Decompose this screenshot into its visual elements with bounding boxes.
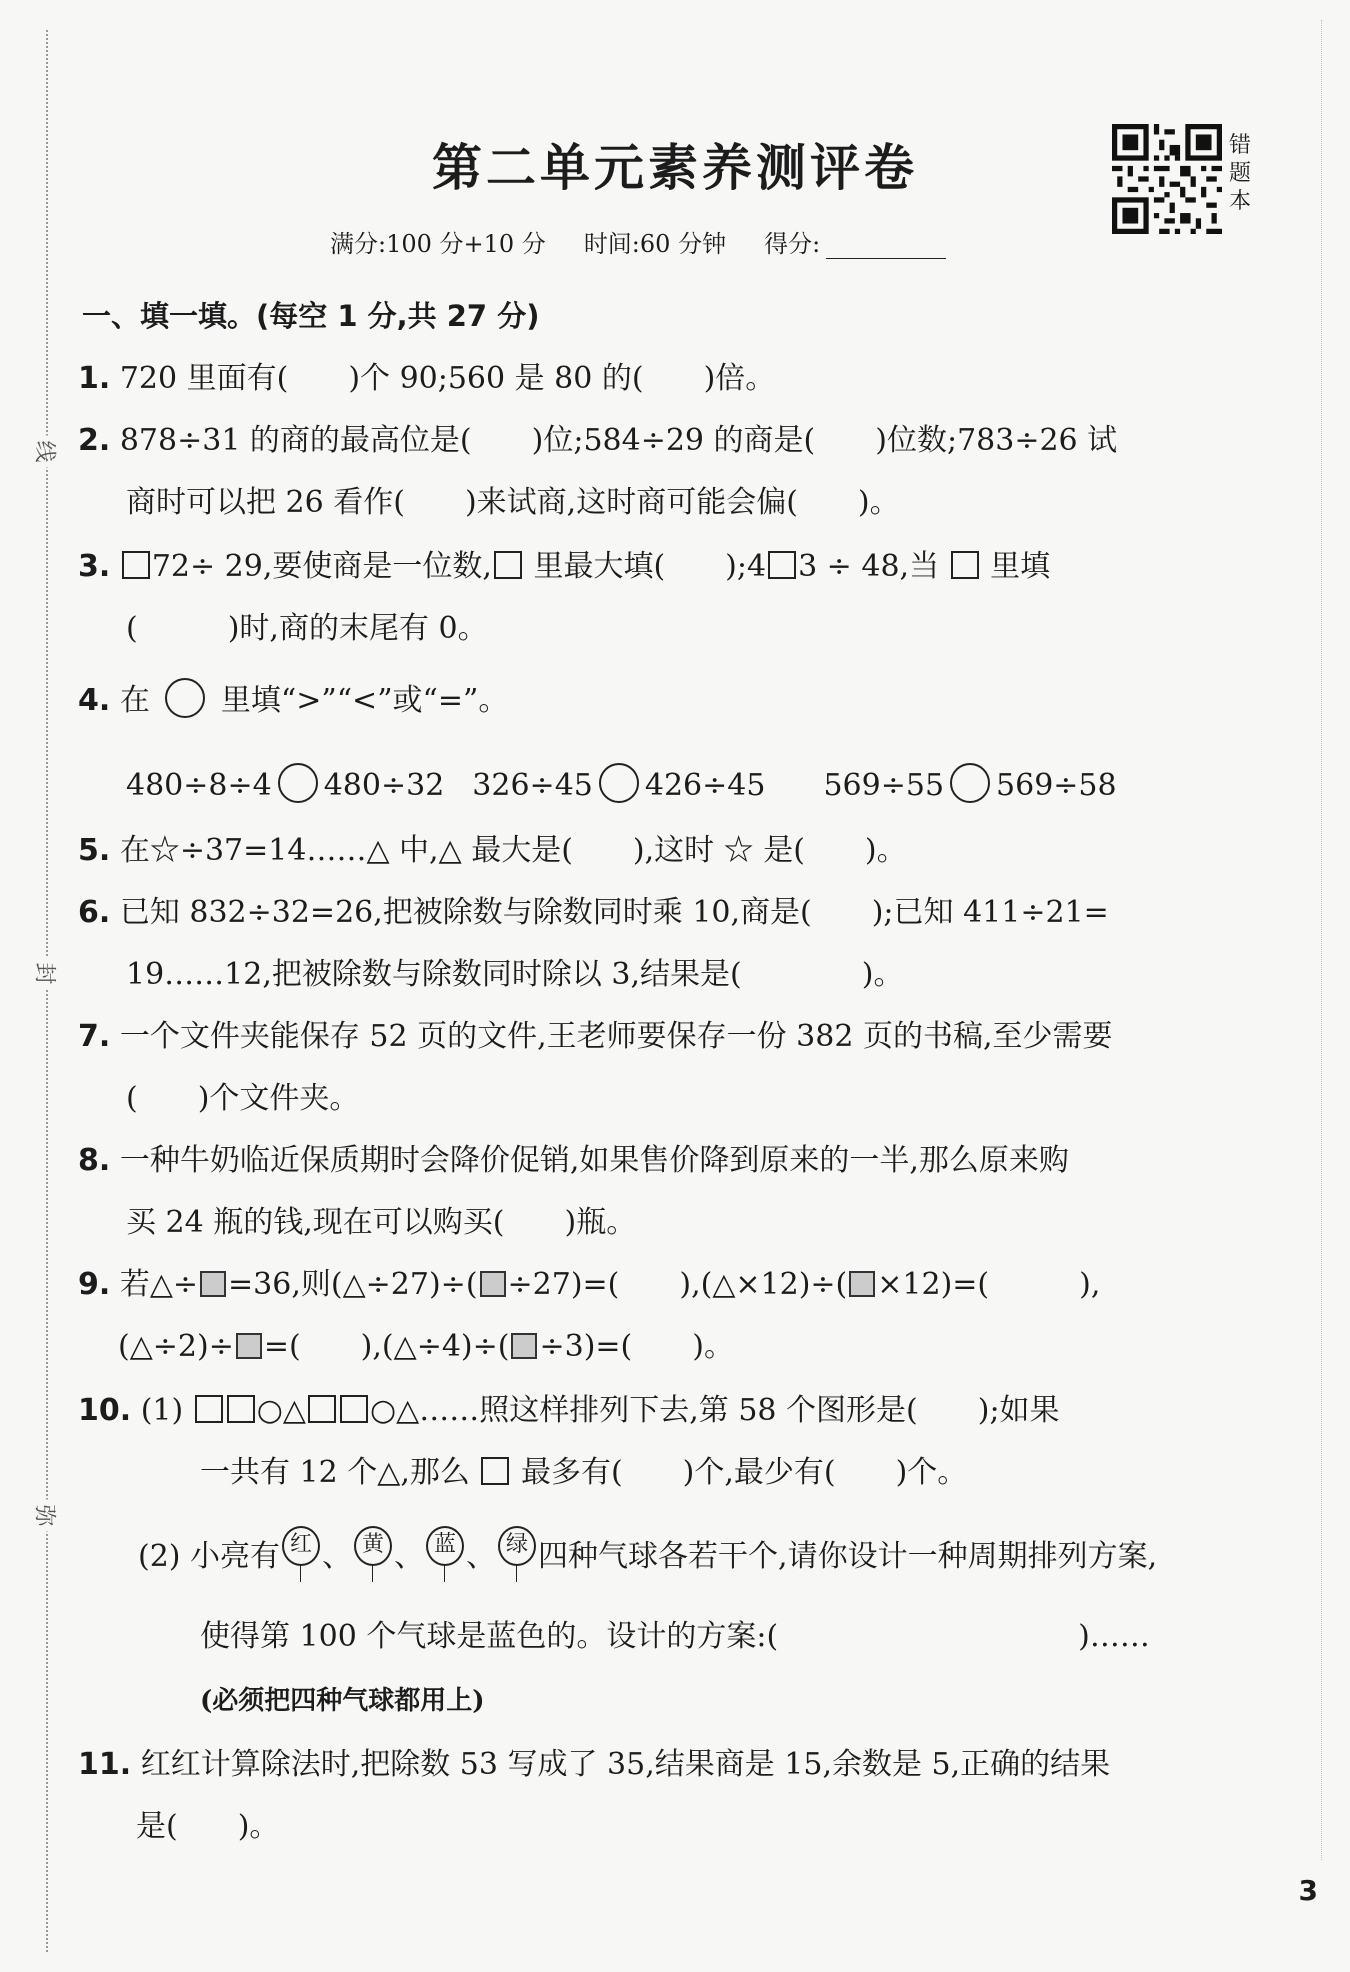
binding-label-mi: 弥 bbox=[31, 1500, 62, 1532]
page-number: 3 bbox=[1298, 1874, 1318, 1907]
balloon-green-icon: 绿 bbox=[497, 1526, 537, 1584]
gray-square-icon bbox=[511, 1333, 537, 1359]
balloon-yellow-icon: 黄 bbox=[353, 1526, 393, 1584]
compare-circle-3[interactable] bbox=[950, 763, 990, 803]
square-box-icon bbox=[494, 551, 522, 579]
binding-label-xian: 线 bbox=[31, 436, 62, 468]
compare-circle-1[interactable] bbox=[278, 763, 318, 803]
question-10-part-1: 10. (1) ○△ ○△……照这样排列下去,第 58 个图形是( );如果 bbox=[78, 1393, 1060, 1428]
time-limit: 时间:60 分钟 bbox=[583, 230, 727, 258]
question-9: 9. 若△÷ =36,则(△÷27)÷( ÷27)=( ),(△×12)÷( ×12)=( ), (△÷2)÷ =( ),(△÷4)÷( ÷3)=( )。 bbox=[78, 1267, 1101, 1364]
binding-label-feng: 封 bbox=[31, 958, 62, 990]
circle-blank-icon bbox=[165, 678, 205, 718]
comparison-row: 480÷8÷4 480÷32 326÷45 426÷45 569÷55 569÷58 bbox=[126, 760, 1117, 812]
square-box-icon bbox=[768, 551, 796, 579]
score-label: 得分: bbox=[764, 230, 821, 258]
question-10-part-2-line-2: 使得第 100 个气球是蓝色的。设计的方案:( )…… bbox=[200, 1619, 1150, 1654]
balloon-blue-icon: 蓝 bbox=[425, 1526, 465, 1584]
question-7: 7. 一个文件夹能保存 52 页的文件,王老师要保存一份 382 页的书稿,至少需要 ( )个文件夹。 bbox=[78, 1019, 1113, 1116]
score-line bbox=[330, 224, 946, 259]
page-title: 第二单元素养测评卷 bbox=[432, 138, 918, 197]
square-box-icon bbox=[122, 551, 150, 579]
binding-dotted-line bbox=[46, 30, 48, 1952]
square-box-icon bbox=[951, 551, 979, 579]
compare-circle-2[interactable] bbox=[599, 763, 639, 803]
question-3: 3. 72÷ 29,要使商是一位数, 里最大填( );4 3 ÷ 48,当 里填 ( )时,商的末尾有 0。 bbox=[78, 549, 1051, 646]
gray-square-icon bbox=[236, 1333, 262, 1359]
question-10-part-1-line-2: 一共有 12 个△,那么 最多有( )个,最少有( )个。 bbox=[200, 1455, 968, 1490]
question-10-part-2: (2) 小亮有 红 、 黄 、 蓝 、 绿 四种气球各若干个,请你设计一种周期排列方案, bbox=[138, 1526, 1157, 1588]
gray-square-icon bbox=[200, 1271, 226, 1297]
question-11: 11. 红红计算除法时,把除数 53 写成了 35,结果商是 15,余数是 5,正确的结果 是( )。 bbox=[78, 1747, 1111, 1844]
question-8: 8. 一种牛奶临近保质期时会降价促销,如果售价降到原来的一半,那么原来购 买 24 瓶的钱,现在可以购买( )瓶。 bbox=[78, 1143, 1069, 1240]
question-1: 1. 720 里面有( )个 90;560 是 80 的( )倍。 bbox=[78, 361, 776, 396]
gray-square-icon bbox=[480, 1271, 506, 1297]
qr-code-icon bbox=[1112, 124, 1222, 234]
square-box-icon bbox=[481, 1457, 509, 1485]
score-blank[interactable] bbox=[826, 234, 946, 259]
question-10-note: (必须把四种气球都用上) bbox=[200, 1686, 485, 1716]
question-2: 2. 878÷31 的商的最高位是( )位;584÷29 的商是( )位数;783÷26 试 商时可以把 26 看作( )来试商,这时商可能会偏( )。 bbox=[78, 423, 1118, 520]
section-heading: 一、填一填。(每空 1 分,共 27 分) bbox=[82, 299, 540, 333]
right-margin-line bbox=[1321, 20, 1322, 1860]
balloon-red-icon: 红 bbox=[281, 1526, 321, 1584]
question-4: 4. 在 里填“>”“<”或“=”。 bbox=[78, 670, 1258, 732]
question-6: 6. 已知 832÷32=26,把被除数与除数同时乘 10,商是( );已知 411÷21= 19……12,把被除数与除数同时除以 3,结果是( )。 bbox=[78, 895, 1109, 992]
full-score: 满分:100 分+10 分 bbox=[330, 230, 546, 258]
gray-square-icon bbox=[849, 1271, 875, 1297]
shape-sequence: ○△ ○△ bbox=[193, 1393, 420, 1428]
qr-label: 错 题 本 bbox=[1228, 133, 1251, 214]
question-5: 5. 在☆÷37=14……△ 中,△ 最大是( ),这时 ☆ 是( )。 bbox=[78, 833, 907, 868]
